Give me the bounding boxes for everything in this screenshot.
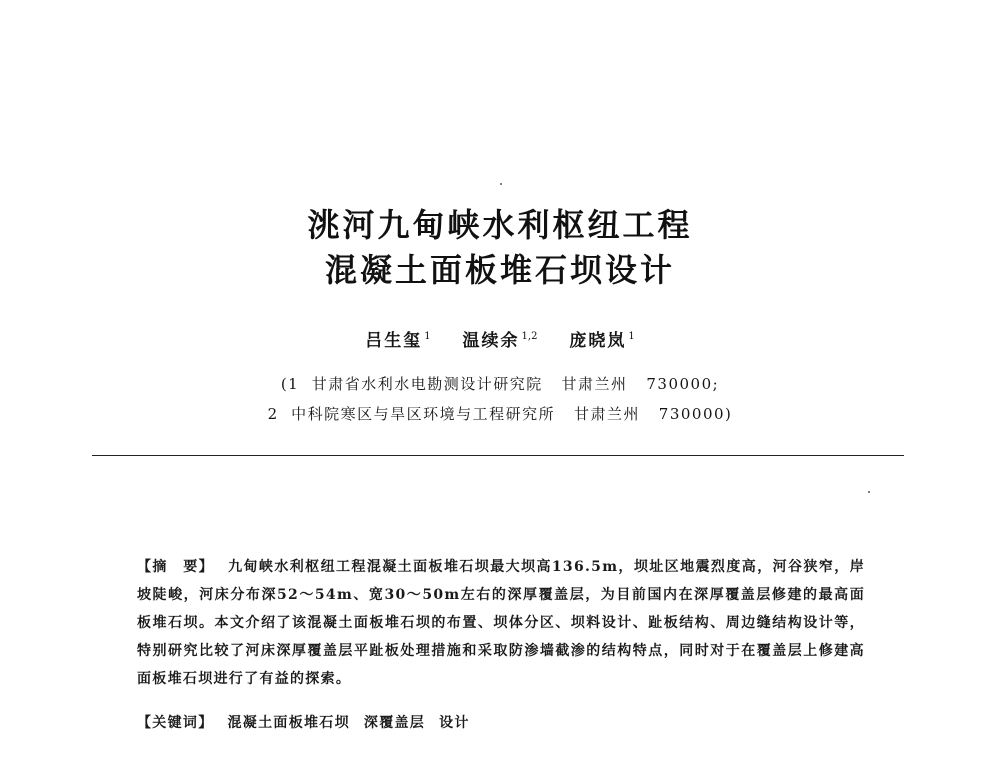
paper-title-line-2: 混凝土面板堆石坝设计 xyxy=(324,251,675,289)
author-list xyxy=(0,326,1000,351)
keyword: 深覆盖层 xyxy=(363,715,426,731)
keywords xyxy=(137,709,865,737)
author-affiliation-mark: 1,2 xyxy=(521,331,538,343)
keyword: 设计 xyxy=(439,715,470,731)
paper-title-line-1: 洮河九甸峡水利枢纽工程 xyxy=(307,206,693,244)
header-divider xyxy=(92,455,904,456)
keyword: 混凝土面板堆石坝 xyxy=(227,715,350,731)
affiliation-line-2: 2 中科院寒区与旱区环境与工程研究所 甘肃兰州 730000) xyxy=(267,405,733,423)
abstract-text: 九甸峡水利枢纽工程混凝土面板堆石坝最大坝高136.5m，坝址区地震烈度高，河谷狭窄，岸坡陡峻，河床分布深52～54m、宽30～50m左右的深厚覆盖层，为目前国内在深厚覆盖层修建的最高面板堆石坝。本文介绍了该混凝土面板堆石坝的布置、坝体分区、坝料设计、趾板结构、周边缝结构设计等，特别研究比较了河床深厚覆盖层平趾板处理措施和采取防渗墙截渗的结构特点，同时对于在覆盖层上修建高面板堆石坝进行了有益的探索。 xyxy=(137,559,865,687)
affiliation-line-1: (1 甘肃省水利水电勘测设计研究院 甘肃兰州 730000; xyxy=(280,375,720,393)
keywords-label: 【关键词】 xyxy=(137,715,214,731)
abstract-label: 【摘 要】 xyxy=(137,559,215,575)
author xyxy=(365,326,430,351)
author-name: 吕生玺 xyxy=(365,331,423,351)
scan-speck xyxy=(868,491,870,493)
author-affiliation-mark: 1 xyxy=(424,331,431,343)
author-name: 庞晓岚 xyxy=(569,331,627,351)
author-name: 温续余 xyxy=(462,331,520,351)
author-affiliation-mark: 1 xyxy=(628,331,635,343)
author xyxy=(569,326,634,351)
author xyxy=(463,326,538,351)
abstract xyxy=(137,553,865,693)
scan-speck xyxy=(500,183,502,185)
